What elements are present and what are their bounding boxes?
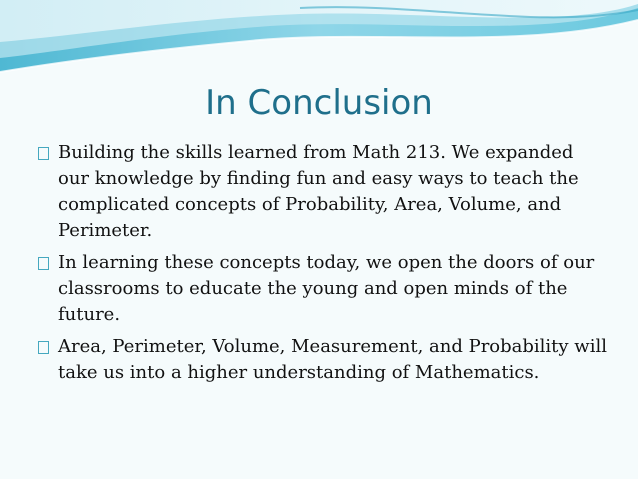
bullet-text: In learning these concepts today, we open the doors of our classrooms to educate the young and open minds of the future. — [58, 252, 595, 325]
bullet-item — [38, 250, 608, 328]
slide-title: In Conclusion — [205, 83, 433, 123]
bullet-square-icon — [38, 341, 49, 354]
bullet-text: Building the skills learned from Math 213. We expanded our knowledge by finding fun and easy ways to teach the complicated concepts of Probability, Area, Volume, and Perimeter. — [58, 142, 579, 241]
bullet-text: Area, Perimeter, Volume, Measurement, and Probability will take us into a higher understanding of Mathematics. — [58, 336, 607, 383]
bullet-list — [38, 140, 608, 392]
bullet-square-icon — [38, 257, 49, 270]
bullet-square-icon — [38, 147, 49, 160]
header-wave-decoration — [0, 0, 638, 80]
bullet-item — [38, 140, 608, 244]
bullet-item — [38, 334, 608, 386]
